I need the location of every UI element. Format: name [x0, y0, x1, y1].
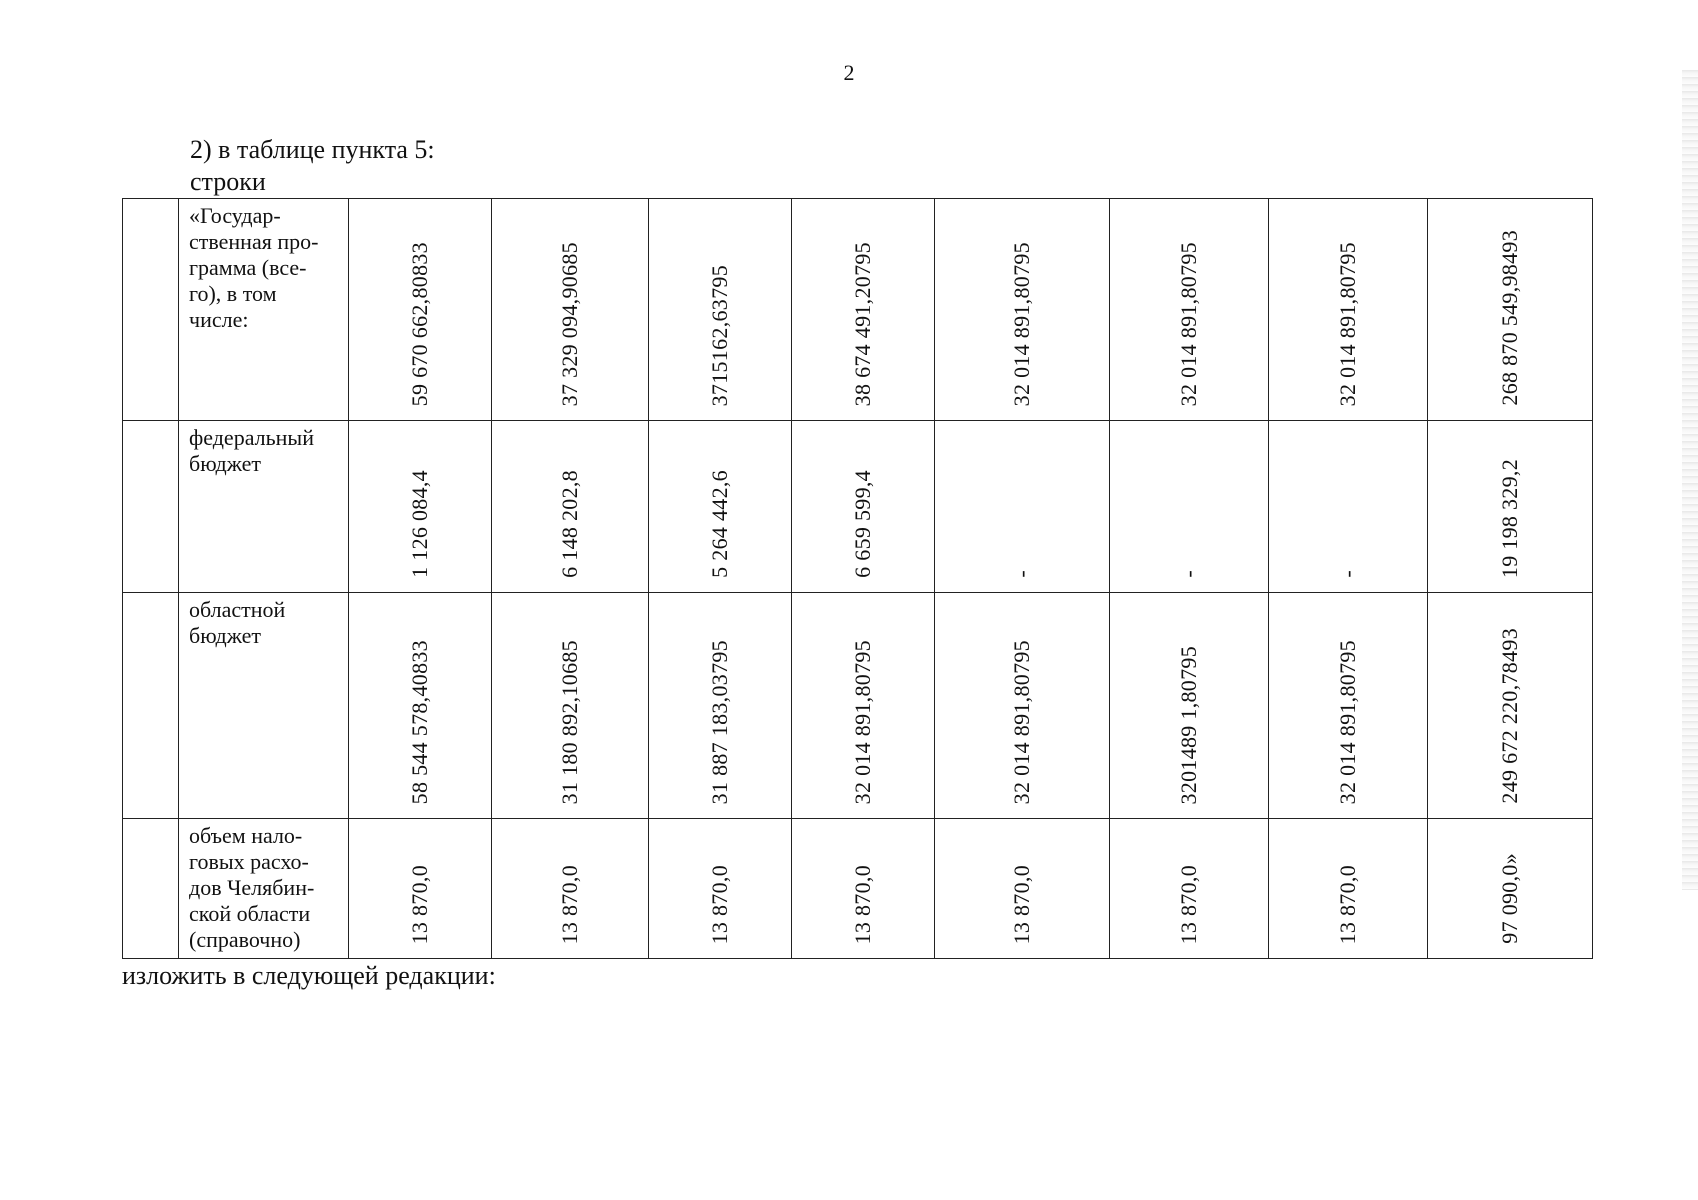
value-cell: [1110, 199, 1269, 421]
value-cell: [649, 593, 792, 819]
value-text: 31 887 183,03795: [707, 639, 732, 804]
value-cell: [1428, 421, 1593, 593]
empty-cell: [123, 819, 179, 959]
value-text: 13 870,0: [1009, 864, 1034, 944]
value-text: 32 014 891,80795: [1009, 639, 1034, 804]
row-label: [179, 199, 349, 421]
value-cell: [649, 421, 792, 593]
value-text: 97 090,0»: [1497, 853, 1522, 944]
table-row: [123, 199, 1593, 421]
value-text: 19 198 329,2: [1497, 458, 1522, 578]
value-cell: [935, 819, 1110, 959]
amendment-intro: [190, 134, 435, 198]
value-cell: [1110, 421, 1269, 593]
value-cell: [792, 421, 935, 593]
value-text: 1 126 084,4: [407, 470, 432, 578]
row-label: [179, 421, 349, 593]
row-label-line: областной: [189, 597, 286, 622]
row-label-line: числе:: [189, 307, 249, 332]
value-cell: [935, 421, 1110, 593]
value-text: 6 148 202,8: [557, 470, 582, 578]
value-cell: [1269, 819, 1428, 959]
value-text: 32 014 891,80795: [1335, 639, 1360, 804]
value-cell: [1428, 819, 1593, 959]
row-label-line: ской области: [189, 901, 311, 926]
value-cell: [1269, 199, 1428, 421]
value-cell: [1428, 593, 1593, 819]
value-cell: [349, 421, 492, 593]
value-cell: [1269, 421, 1428, 593]
value-cell: [349, 593, 492, 819]
value-cell: [349, 819, 492, 959]
empty-cell: [123, 199, 179, 421]
value-text: 3715162,63795: [707, 264, 732, 406]
row-label-line: (справочно): [189, 927, 301, 952]
row-label-line: дов Челябин-: [189, 875, 315, 900]
value-cell: [1428, 199, 1593, 421]
value-text: 5 264 442,6: [707, 470, 732, 578]
value-text: 268 870 549,98493: [1497, 230, 1522, 406]
row-label-line: бюджет: [189, 623, 261, 648]
value-cell: [492, 199, 649, 421]
value-text: 13 870,0: [707, 864, 732, 944]
value-cell: [492, 819, 649, 959]
table-row: [123, 819, 1593, 959]
row-label: [179, 593, 349, 819]
value-cell: [649, 819, 792, 959]
value-text: 13 870,0: [850, 864, 875, 944]
amendment-intro-line: строки: [190, 167, 266, 196]
value-text: -: [1176, 570, 1201, 578]
value-cell: [1110, 819, 1269, 959]
row-label-line: ственная про-: [189, 229, 319, 254]
value-text: 32 014 891,80795: [1176, 241, 1201, 406]
value-cell: [1269, 593, 1428, 819]
value-text: 38 674 491,20795: [850, 241, 875, 406]
empty-cell: [123, 593, 179, 819]
amendment-intro-line: 2) в таблице пункта 5:: [190, 135, 435, 164]
value-cell: [935, 199, 1110, 421]
amendment-outro: изложить в следующей редакции:: [122, 961, 496, 990]
value-text: 13 870,0: [1335, 864, 1360, 944]
row-label: [179, 819, 349, 959]
row-label-line: говых расхо-: [189, 849, 309, 874]
value-text: 31 180 892,10685: [557, 639, 582, 804]
value-text: 13 870,0: [557, 864, 582, 944]
table-row: [123, 593, 1593, 819]
value-text: -: [1009, 570, 1034, 578]
value-text: 37 329 094,90685: [557, 241, 582, 406]
table-row: [123, 421, 1593, 593]
value-text: 58 544 578,40833: [407, 639, 432, 804]
value-text: 3201489 1,80795: [1176, 645, 1201, 804]
row-label-line: объем нало-: [189, 823, 303, 848]
value-text: 32 014 891,80795: [850, 639, 875, 804]
value-cell: [792, 199, 935, 421]
budget-table: [122, 198, 1593, 959]
value-text: 59 670 662,80833: [407, 241, 432, 406]
row-label-line: го), в том: [189, 281, 277, 306]
value-text: 13 870,0: [1176, 864, 1201, 944]
value-cell: [349, 199, 492, 421]
value-cell: [1110, 593, 1269, 819]
value-text: 13 870,0: [407, 864, 432, 944]
row-label-line: «Государ-: [189, 203, 281, 228]
row-label-line: бюджет: [189, 451, 261, 476]
page-number: 2: [843, 60, 855, 85]
value-cell: [649, 199, 792, 421]
value-cell: [792, 593, 935, 819]
value-text: 32 014 891,80795: [1009, 241, 1034, 406]
value-cell: [935, 593, 1110, 819]
value-cell: [492, 421, 649, 593]
value-cell: [492, 593, 649, 819]
row-label-line: грамма (все-: [189, 255, 307, 280]
value-text: 249 672 220,78493: [1497, 628, 1522, 804]
empty-cell: [123, 421, 179, 593]
value-text: 6 659 599,4: [850, 470, 875, 578]
value-text: 32 014 891,80795: [1335, 241, 1360, 406]
row-label-line: федеральный: [189, 425, 314, 450]
scan-edge-shadow: [1682, 70, 1698, 890]
value-text: -: [1335, 570, 1360, 578]
value-cell: [792, 819, 935, 959]
